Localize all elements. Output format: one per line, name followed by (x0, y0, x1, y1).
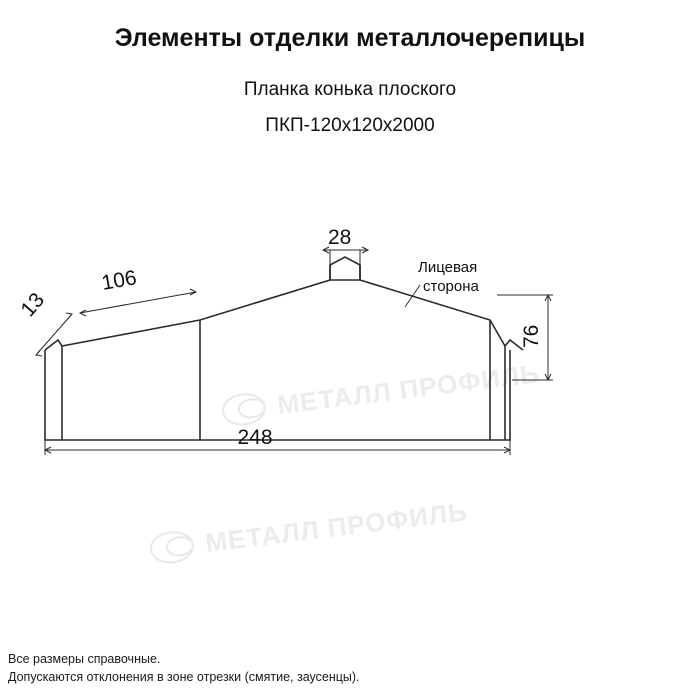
dimension-28 (323, 226, 368, 265)
dimension-106 (80, 266, 196, 316)
technical-drawing (0, 150, 700, 570)
dimension-106-text: 106 (99, 266, 139, 295)
product-code: ПКП-120х120х2000 (265, 115, 435, 136)
face-label-line1: Лицевая (418, 259, 478, 276)
dimension-248-text: 248 (237, 426, 273, 449)
footer-notes (8, 650, 360, 686)
page-title: Элементы отделки металлочерепицы (114, 24, 586, 52)
watermark-top (221, 358, 541, 427)
face-label-line2: сторона (423, 278, 479, 295)
dimension-76-text: 76 (520, 324, 543, 348)
footer-line-1: Все размеры справочные. (8, 652, 161, 666)
product-name: Планка конька плоского (243, 79, 457, 100)
svg-text:МЕТАЛЛ ПРОФИЛЬ: МЕТАЛЛ ПРОФИЛЬ (203, 496, 470, 559)
page-header (0, 0, 700, 137)
footer-line-2: Допускаются отклонения в зоне отрезки (смятие, заусенцы). (8, 670, 360, 684)
dimension-28-text: 28 (328, 226, 352, 249)
dimension-13-text: 13 (16, 288, 50, 322)
svg-text:МЕТАЛЛ ПРОФИЛЬ: МЕТАЛЛ ПРОФИЛЬ (275, 358, 542, 421)
watermark-bottom (149, 496, 469, 565)
face-side-callout (405, 259, 480, 307)
